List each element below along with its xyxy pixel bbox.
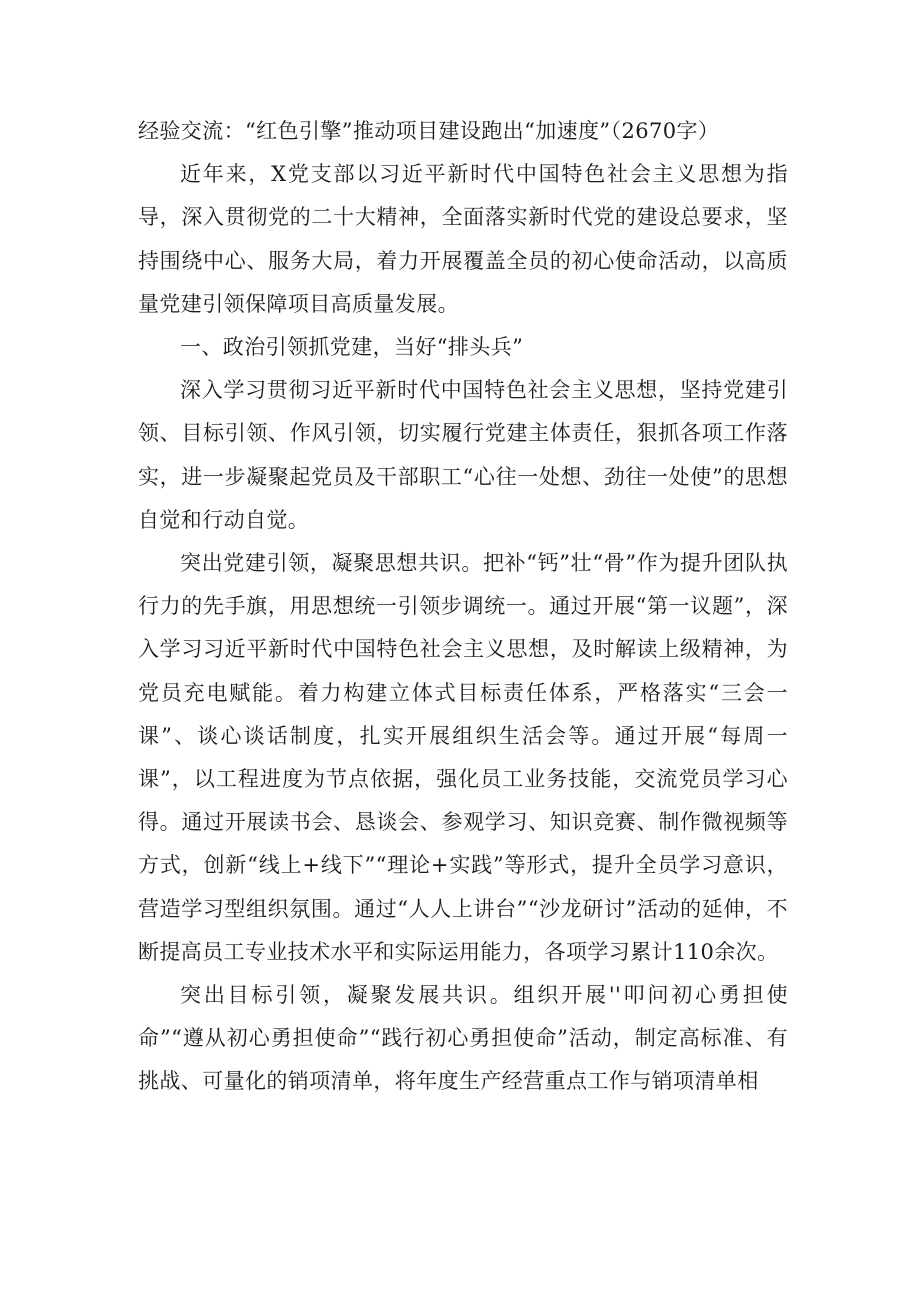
document-title: 经验交流：“红色引擎”推动项目建设跑出“加速度”（2670字） [138,119,720,143]
body-paragraph: 突出党建引领，凝聚思想共识。把补“钙”壮“骨”作为提升团队执行力的先手旗，用思想统一引领步调统一。通过开展“第一议题”，深入学习习近平新时代中国特色社会主义思想，及时解读上级精神，为党员充电赋能。着力构建立体式目标责任体系，严格落实“三会一课”、谈心谈话制度，扎实开展组织生活会等。通过开展“每周一课”，以工程进度为节点依据，强化员工业务技能，交流党员学习心得。通过开展读书会、恳谈会、参观学习、知识竞赛、制作微视频等方式，创新“线上+线下”“理论+实践”等形式，提升全员学习意识，营造学习型组织氛围。通过“人人上讲台”“沙龙研讨”活动的延伸，不断提高员工专业技术水平和实际运用能力，各项学习累计110余次。 [138,551,788,964]
body-paragraph: 深入学习贯彻习近平新时代中国特色社会主义思想，坚持党建引领、目标引领、作风引领，切实履行党建主体责任，狠抓各项工作落实，进一步凝聚起党员及干部职工“心往一处想、劲往一处使”的思想自觉和行动自觉。 [138,378,788,532]
document-body [138,110,788,1104]
body-paragraph: 突出目标引领，凝聚发展共识。组织开展''叩问初心勇担使命”“遵从初心勇担使命”“践行初心勇担使命”活动，制定高标准、有挑战、可量化的销项清单，将年度生产经营重点工作与销项清单相 [138,983,788,1094]
intro-paragraph: 近年来，X党支部以习近平新时代中国特色社会主义思想为指导，深入贯彻党的二十大精神，全面落实新时代党的建设总要求，坚持围绕中心、服务大局，着力开展覆盖全员的初心使命活动，以高质量党建引领保障项目高质量发展。 [138,162,788,316]
section-heading: 一、政治引领抓党建，当好“排头兵” [180,335,524,360]
